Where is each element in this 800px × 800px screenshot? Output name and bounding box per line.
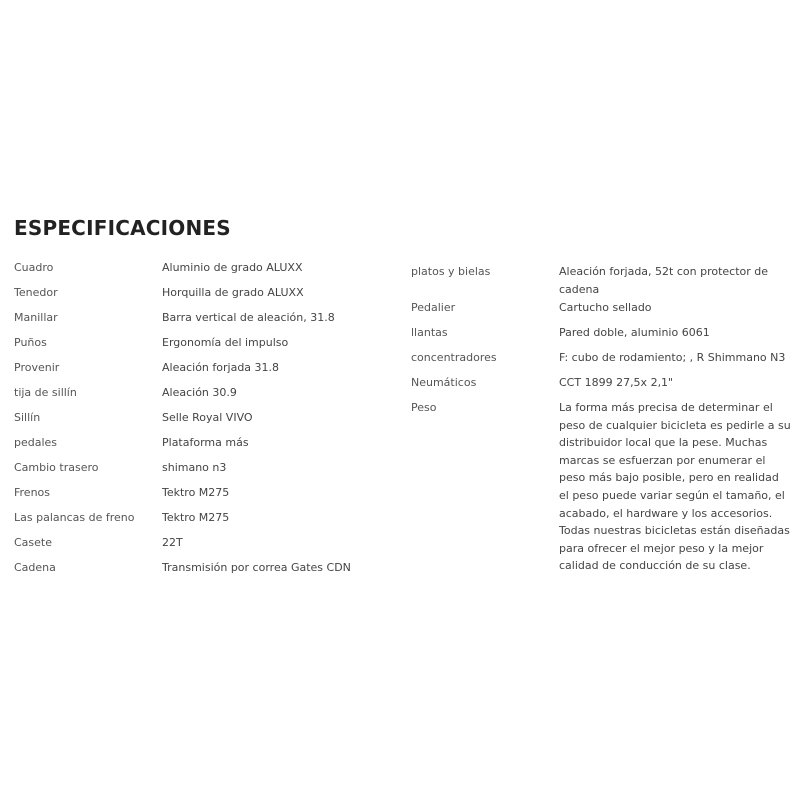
spec-value: shimano n3 [162,461,227,474]
spec-label: Tenedor [14,286,58,299]
spec-label: tija de sillín [14,386,77,399]
spec-label: Casete [14,536,53,549]
spec-row-platos-y-bielas [411,263,791,299]
spec-label: platos y bielas [411,265,491,278]
spec-value: Aleación forjada 31.8 [162,361,280,374]
spec-row-pedales [14,434,374,459]
page-title: ESPECIFICACIONES [14,216,231,240]
spec-label: pedales [14,436,58,449]
spec-row-tenedor [14,284,374,309]
spec-row-llantas [411,324,791,349]
spec-row-sillin [14,409,374,434]
spec-label: Las palancas de freno [14,511,135,524]
spec-list-left [14,259,374,584]
spec-row-pedalier [411,299,791,324]
spec-value: Aleación 30.9 [162,386,237,399]
spec-value: Plataforma más [162,436,249,449]
spec-list-right [411,263,791,575]
spec-label: llantas [411,326,448,339]
spec-row-cuadro [14,259,374,284]
spec-value: Ergonomía del impulso [162,336,289,349]
spec-value: Tektro M275 [162,511,230,524]
spec-label: Provenir [14,361,60,374]
spec-row-concentradores [411,349,791,374]
spec-label: Pedalier [411,301,456,314]
spec-row-cadena [14,559,374,584]
spec-row-tija-de-sillin [14,384,374,409]
spec-row-cambio-trasero [14,459,374,484]
spec-label: Puños [14,336,47,349]
spec-row-manillar [14,309,374,334]
spec-value: Pared doble, aluminio 6061 [559,326,710,339]
spec-label: Sillín [14,411,41,424]
spec-row-frenos [14,484,374,509]
spec-value: Transmisión por correa Gates CDN [162,561,351,574]
spec-value: Tektro M275 [162,486,230,499]
spec-value: Cartucho sellado [559,301,652,314]
spec-label: Neumáticos [411,376,477,389]
spec-row-palancas-de-freno [14,509,374,534]
spec-value: F: cubo de rodamiento; , R Shimmano N3 [559,351,786,364]
spec-value-weight-note: La forma más precisa de determinar el peso de cualquier bicicleta es pedirle a su distribuidor local que la pese. Muchas marcas se esfuerzan por enumerar el peso más bajo posible, pero en realidad el peso puede variar según el tamaño, el acabado, el hardware y los accesorios. Todas nuestras bicicletas están diseñadas para ofrecer el mejor peso y la mejor calidad de conducción de su clase. [559,401,791,573]
spec-label: Peso [411,401,437,414]
spec-value: Selle Royal VIVO [162,411,253,424]
spec-value: Aleación forjada, 52t con protector de cadena [559,265,769,296]
spec-label: Cambio trasero [14,461,99,474]
spec-row-neumaticos [411,374,791,399]
spec-value: Barra vertical de aleación, 31.8 [162,311,335,324]
spec-label: Frenos [14,486,51,499]
spec-value: CCT 1899 27,5x 2,1" [559,376,674,389]
spec-label: Manillar [14,311,58,324]
spec-row-punos [14,334,374,359]
spec-row-casete [14,534,374,559]
spec-label: Cuadro [14,261,54,274]
spec-value: Aluminio de grado ALUXX [162,261,303,274]
spec-row-provenir [14,359,374,384]
spec-value: 22T [162,536,183,549]
spec-label: concentradores [411,351,497,364]
spec-label: Cadena [14,561,56,574]
spec-row-peso [411,399,791,575]
spec-value: Horquilla de grado ALUXX [162,286,304,299]
